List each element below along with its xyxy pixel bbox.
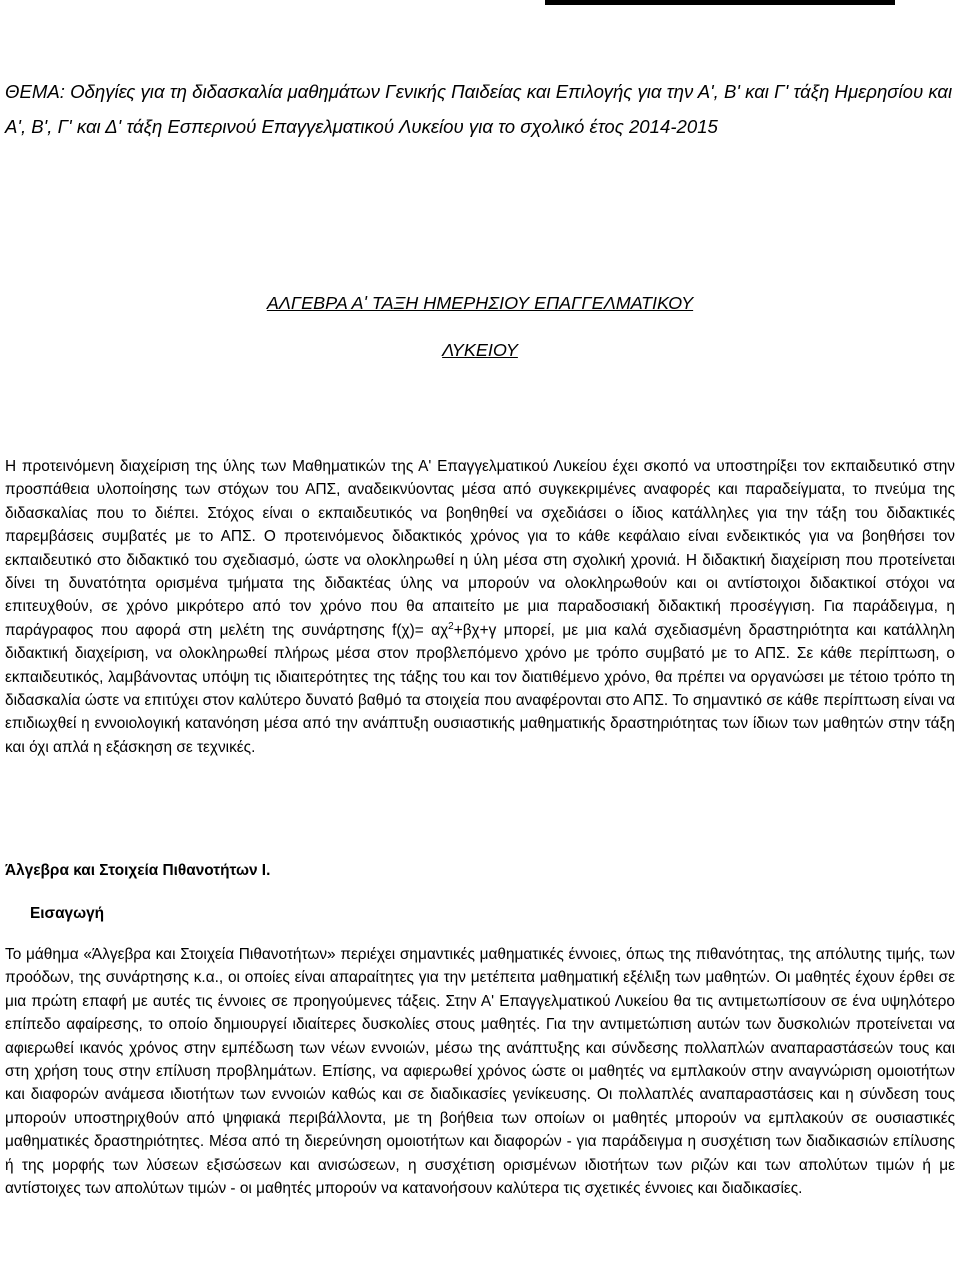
intro-text-part2: +βχ+γ μπορεί, με μια καλά σχεδιασμένη δραστηριότητα και κατάλληλη διδακτική διαχείριση, να ολοκληρωθεί πλήρως μέσα στον προβλεπόμενο χρόνο με τρόπο συμβατό με το ΑΠΣ. Σε κάθε περίπτωση, ο εκπαιδευτικός, λαμβάνοντας υπόψη τις ιδιαιτερότητες της τάξης του και τον διατιθέμενο χρόνο, θα πρέπει να οργανώσει με τέτοιο τρόπο τη διδασκαλία ώστε να επιτύχει στον καλύτερο δυνατό βαθμό τα στοιχεία που αναφέρονται στο ΑΠΣ. Το σημαντικό σε κάθε περίπτωση είναι να επιδιωχθεί η εννοιολογική κατανόηση μέσα από την ανάπτυξη ουσιαστικής μαθηματικής δραστηριότητας των ίδιων των μαθητών στην τάξη και όχι απλά η εξάσκηση σε τεχνικές. <box>5 621 955 756</box>
exponent: 2 <box>448 620 454 632</box>
document-title: ΘΕΜΑ: Οδηγίες για τη διδασκαλία μαθημάτων Γενικής Παιδείας και Επιλογής για την Α', Β' και Γ' τάξη Ημερησίου και Α', Β', Γ' και Δ' τάξη Εσπερινού Επαγγελματικού Λυκείου για το σχολικό έτος 2014-2015 <box>5 81 953 137</box>
section-heading: Άλγεβρα και Στοιχεία Πιθανοτήτων Ι. <box>5 862 271 879</box>
intro-paragraph <box>5 455 955 759</box>
introduction-heading: Εισαγωγή <box>30 905 105 922</box>
subject-heading-line1: ΑΛΓΕΒΡΑ Α' ΤΑΞΗ ΗΜΕΡΗΣΙΟΥ ΕΠΑΓΓΕΛΜΑΤΙΚΟΥ <box>266 293 694 313</box>
intro-text-part1: Η προτεινόμενη διαχείριση της ύλης των Μαθηματικών της Α' Επαγγελματικού Λυκείου έχει σκοπό να υποστηρίξει τον εκπαιδευτικό στην προσπάθεια υλοποίησης των στόχων του ΑΠΣ, αναδεικνύοντας μέσα από συγκεκριμένες αναφορές και παραδείγματα, το πνεύμα της διδασκαλίας που το διέπει. Στόχος είναι ο εκπαιδευτικός να βοηθηθεί να σχεδιάσει ο ίδιος κατάλληλες για την τάξη του διδακτικές παρεμβάσεις συμβατές με το ΑΠΣ. Ο προτεινόμενος διδακτικός χρόνος για το κάθε κεφάλαιο είναι ενδεικτικός για να βοηθήσει τον εκπαιδευτικό στο διδακτικό του σχεδιασμό, ώστε να ολοκληρωθεί η ύλη μέσα στη σχολική χρονιά. Η διδακτική διαχείριση που προτείνεται δίνει τη δυνατότητα ορισμένα τμήματα της διδακτέας ύλης να μπορούν να ολοκληρωθούν και οι αντίστοιχοι διδακτικοί στόχοι να επιτευχθούν, σε χρόνο μικρότερο από τον χρόνο που θα απαιτείτο με μια παραδοσιακή διδακτική προσέγγιση. Για παράδειγμα, η παράγραφος που αφορά στη μελέτη της συνάρτησης f(χ)= αχ <box>5 458 955 639</box>
section-paragraph: Το μάθημα «Άλγεβρα και Στοιχεία Πιθανοτήτων» περιέχει σημαντικές μαθηματικές έννοιες, όπως της πιθανότητας, της απόλυτης τιμής, των προόδων, της συνάρτησης κ.α., οι οποίες είναι απαραίτητες για την μετέπειτα μαθηματική εξέλιξη των μαθητών. Οι μαθητές έχουν έρθει σε μια πρώτη επαφή με αυτές τις έννοιες σε προηγούμενες τάξεις. Στην Α' Επαγγελματικού Λυκείου θα τις αντιμετωπίσουν σε ένα υψηλότερο επίπεδο αφαίρεσης, το οποίο δημιουργεί ιδιαίτερες δυσκολίες στους μαθητές. Για την αντιμετώπιση αυτών των δυσκολιών προτείνεται να αφιερωθεί ικανός χρόνος στην εμπέδωση των νέων εννοιών, μέσω της ανάπτυξης και σύνδεσης πολλαπλών αναπαραστάσεών τους και στη χρήση τους στην επίλυση προβλημάτων. Επίσης, να αφιερωθεί χρόνος ώστε οι μαθητές να εμπλακούν στην αναγνώριση ομοιοτήτων και διαφορών ανάμεσα ιδιοτήτων των εννοιών καθώς και σε διαδικασίες γενίκευσης. Οι πολλαπλές αναπαραστάσεις και η σύνδεση τους μπορούν υποστηριχθούν από ψηφιακά περιβάλλοντα, με τη βοήθεια των οποίων οι μαθητές μπορούν να εμπλακούν σε ουσιαστικές μαθηματικές δραστηριότητες. Μέσα από τη διερεύνηση ομοιοτήτων και διαφορών - για παράδειγμα η συσχέτιση των διαδικασιών επίλυσης ή της μορφής των λύσεων εξισώσεων και ανισώσεων, η συσχέτιση ορισμένων ιδιοτήτων των ριζών και των απολύτων τιμών ή με αντίστοιχες των απολύτων τιμών - οι μαθητές μπορούν να κατανοήσουν καλύτερα τις σχετικές έννοιες και διαδικασίες. <box>5 946 955 1198</box>
header-rule <box>545 0 895 5</box>
subject-heading-line2: ΛΥΚΕΙΟΥ <box>442 340 518 360</box>
